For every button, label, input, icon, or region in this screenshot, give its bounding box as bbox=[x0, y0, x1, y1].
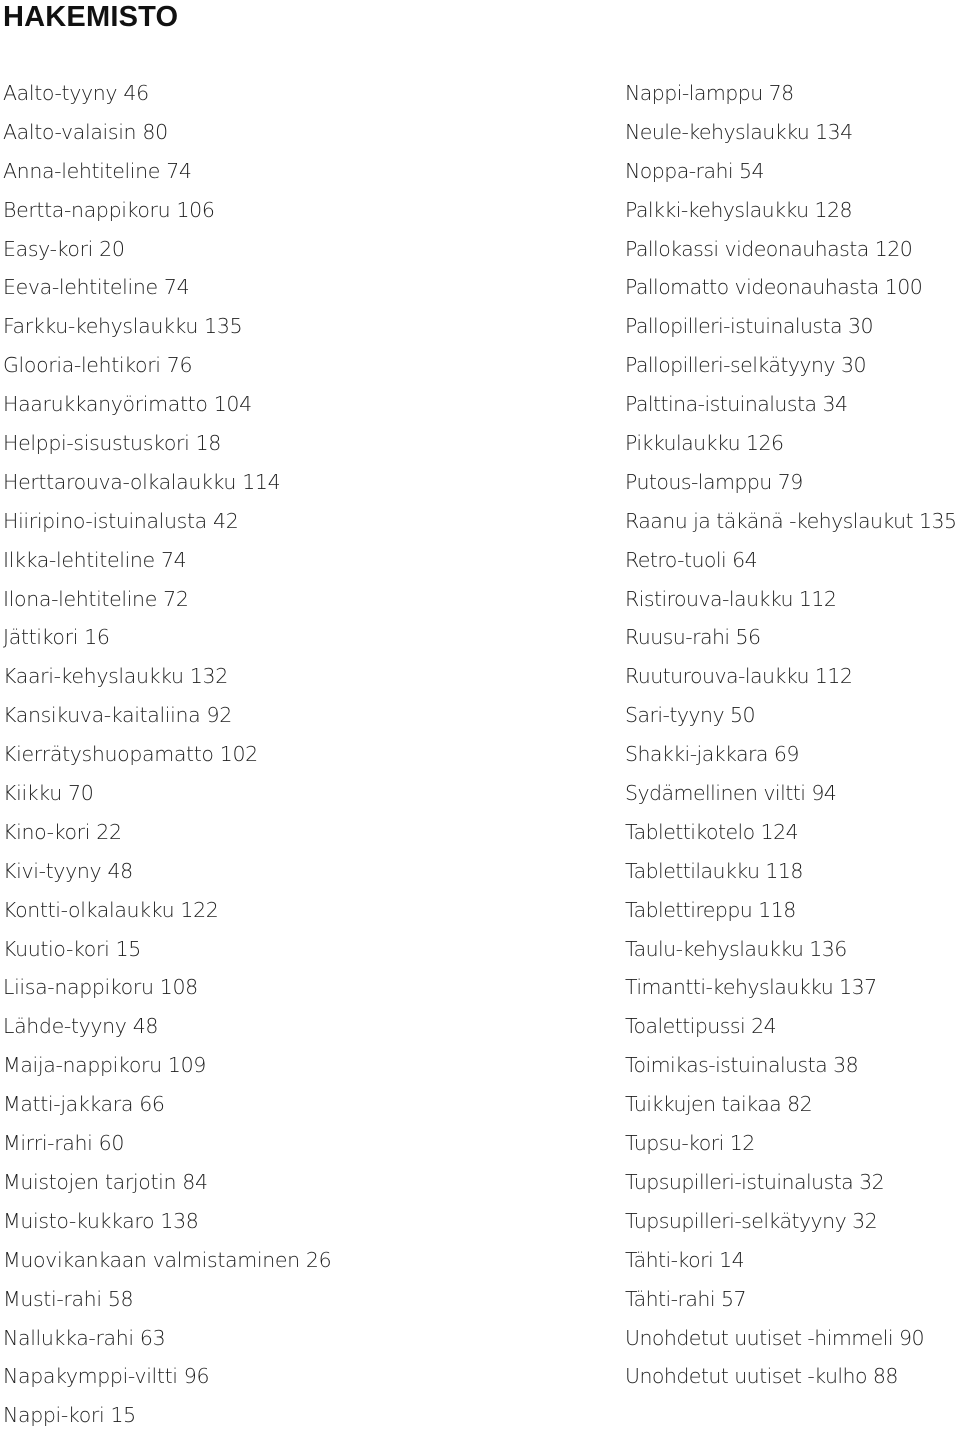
index-entry: Maija-nappikoru 109 bbox=[3, 1053, 206, 1078]
index-entry: Muisto-kukkaro 138 bbox=[3, 1208, 199, 1233]
index-entry: Tähti-kori 14 bbox=[625, 1247, 745, 1272]
index-entry: Haarukkanyörimatto 104 bbox=[3, 392, 252, 417]
index-entry: Pallokassi videonauhasta 120 bbox=[625, 236, 913, 261]
index-entry: Muovikankaan valmistaminen 26 bbox=[3, 1247, 332, 1272]
index-entry: Tablettikotelo 124 bbox=[625, 819, 799, 844]
index-entry: Neule-kehyslaukku 134 bbox=[625, 119, 853, 144]
index-entry: Kuutio-kori 15 bbox=[3, 936, 141, 961]
index-entry: Kivi-tyyny 48 bbox=[3, 858, 133, 883]
index-entry: Mirri-rahi 60 bbox=[3, 1131, 125, 1156]
index-entry: Eeva-lehtiteline 74 bbox=[3, 275, 190, 300]
index-entry: Aalto-valaisin 80 bbox=[3, 119, 168, 144]
index-entry: Pallopilleri-selkätyyny 30 bbox=[625, 353, 866, 378]
index-entry: Liisa-nappikoru 108 bbox=[3, 975, 198, 1000]
index-entry: Farkku-kehyslaukku 135 bbox=[3, 314, 243, 339]
index-entry: Tupsu-kori 12 bbox=[625, 1131, 755, 1156]
index-entry: Noppa-rahi 54 bbox=[625, 158, 764, 183]
index-column-left bbox=[3, 74, 603, 1435]
index-entry: Ilona-lehtiteline 72 bbox=[3, 586, 189, 611]
index-entry: Musti-rahi 58 bbox=[3, 1286, 134, 1311]
index-entry: Easy-kori 20 bbox=[3, 236, 125, 261]
index-entry: Ruusu-rahi 56 bbox=[625, 625, 761, 650]
index-entry: Tablettilaukku 118 bbox=[625, 858, 803, 883]
index-entry: Taulu-kehyslaukku 136 bbox=[625, 936, 847, 961]
index-entry: Pallomatto videonauhasta 100 bbox=[625, 275, 923, 300]
index-entry: Unohdetut uutiset -kulho 88 bbox=[625, 1364, 898, 1389]
index-entry: Palkki-kehyslaukku 128 bbox=[625, 197, 852, 222]
index-entry: Toimikas-istuinalusta 38 bbox=[625, 1053, 859, 1078]
index-entry: Aalto-tyyny 46 bbox=[3, 81, 149, 105]
index-entry: Pallopilleri-istuinalusta 30 bbox=[625, 314, 873, 339]
index-entry: Toalettipussi 24 bbox=[625, 1014, 777, 1039]
index-entry: Raanu ja täkänä -kehyslaukut 135 bbox=[625, 508, 957, 533]
index-entry: Helppi-sisustuskori 18 bbox=[3, 431, 221, 456]
index-entry: Kontti-olkalaukku 122 bbox=[3, 897, 219, 922]
index-entry: Anna-lehtiteline 74 bbox=[3, 158, 192, 183]
index-entry: Jättikori 16 bbox=[3, 625, 110, 650]
index-entry: Hiiripino-istuinalusta 42 bbox=[3, 508, 239, 533]
index-entry: Ilkka-lehtiteline 74 bbox=[3, 547, 187, 572]
index-entry: Sari-tyyny 50 bbox=[625, 703, 755, 728]
index-entry: Herttarouva-olkalaukku 114 bbox=[3, 469, 281, 494]
index-entry: Ristirouva-laukku 112 bbox=[625, 586, 837, 611]
index-entry: Tuikkujen taikaa 82 bbox=[625, 1092, 813, 1117]
index-entry: Matti-jakkara 66 bbox=[3, 1092, 165, 1117]
index-entry: Ruuturouva-laukku 112 bbox=[625, 664, 853, 689]
index-entry: Tähti-rahi 57 bbox=[625, 1286, 746, 1311]
index-entry: Nappi-lamppu 78 bbox=[625, 81, 794, 105]
index-entry: Nallukka-rahi 63 bbox=[3, 1325, 166, 1350]
index-entry: Putous-lamppu 79 bbox=[625, 469, 803, 494]
index-entry: Shakki-jakkara 69 bbox=[625, 742, 799, 767]
index-entry: Muistojen tarjotin 84 bbox=[3, 1169, 208, 1194]
index-entry: Kierrätyshuopamatto 102 bbox=[3, 742, 258, 767]
page-title: HAKEMISTO bbox=[3, 1, 179, 33]
index-entry: Tupsupilleri-istuinalusta 32 bbox=[625, 1169, 885, 1194]
index-entry: Napakymppi-viltti 96 bbox=[3, 1364, 210, 1389]
index-column-right bbox=[625, 74, 960, 1396]
index-entry: Kino-kori 22 bbox=[3, 819, 122, 844]
index-entry: Pikkulaukku 126 bbox=[625, 431, 784, 456]
index-entry: Kaari-kehyslaukku 132 bbox=[3, 664, 228, 689]
index-entry: Sydämellinen viltti 94 bbox=[625, 781, 837, 806]
index-entry: Glooria-lehtikori 76 bbox=[3, 353, 193, 378]
index-entry: Lähde-tyyny 48 bbox=[3, 1014, 159, 1039]
index-entry: Timantti-kehyslaukku 137 bbox=[625, 975, 877, 1000]
index-entry: Kiikku 70 bbox=[3, 781, 94, 806]
index-entry: Tupsupilleri-selkätyyny 32 bbox=[625, 1208, 878, 1233]
index-entry: Tablettireppu 118 bbox=[625, 897, 796, 922]
index-entry: Palttina-istuinalusta 34 bbox=[625, 392, 848, 417]
index-entry: Unohdetut uutiset -himmeli 90 bbox=[625, 1325, 924, 1350]
index-entry: Bertta-nappikoru 106 bbox=[3, 197, 215, 222]
index-entry: Nappi-kori 15 bbox=[3, 1403, 136, 1428]
index-entry: Retro-tuoli 64 bbox=[625, 547, 758, 572]
index-entry: Kansikuva-kaitaliina 92 bbox=[3, 703, 232, 728]
